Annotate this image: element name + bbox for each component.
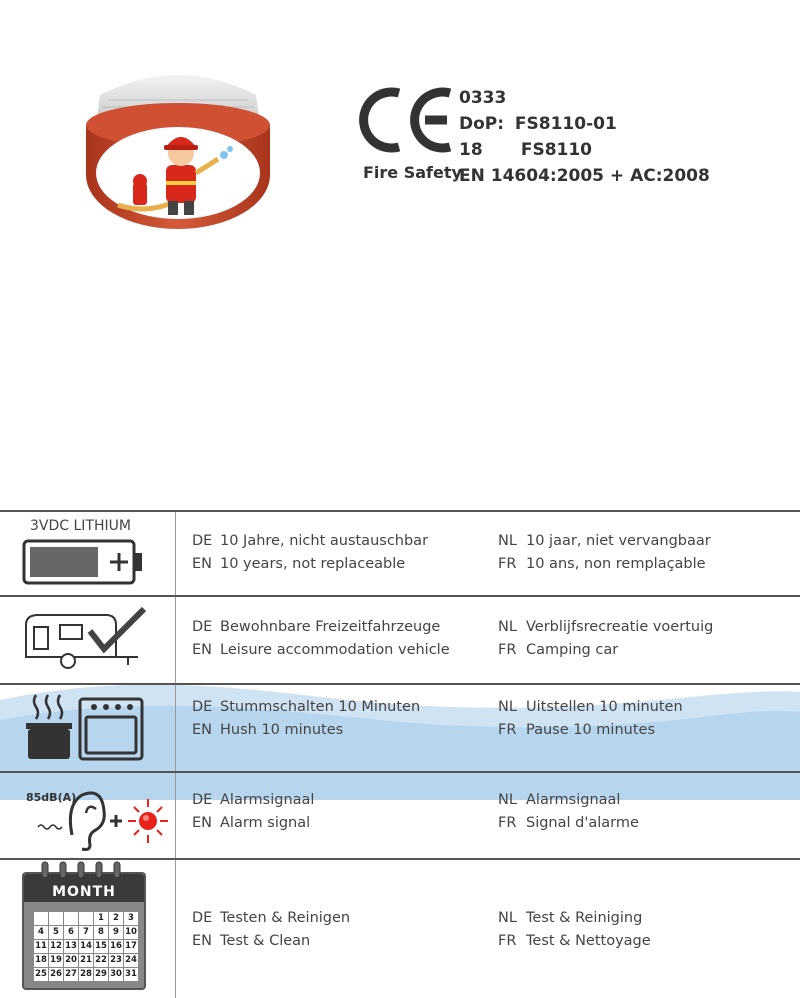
calendar-day: 15 [95,941,107,951]
text-de: DE Stummschalten 10 Minuten [192,699,421,715]
header [0,0,800,255]
calendar-icon [22,872,146,990]
table-row-alarm [0,771,800,858]
icon-cell [0,512,176,595]
calendar-day: 6 [64,926,78,939]
calendar-grid [34,912,138,981]
text-en: EN Hush 10 minutes [192,722,344,738]
calendar-day: 13 [65,941,77,951]
text-nl: NL 10 jaar, niet vervangbaar [498,533,711,549]
battery-icon [22,539,146,585]
text-fr: FR 10 ans, non remplaçable [498,556,706,572]
ce-year: 18 [459,140,483,160]
calendar-day: 30 [110,969,122,979]
calendar-blank-cell [34,912,48,925]
text-en: EN Test & Clean [192,933,311,949]
calendar-rings-icon [38,862,134,880]
calendar-day: 11 [35,941,47,951]
text-nl: NL Uitstellen 10 minuten [498,699,683,715]
text-de: DE Bewohnbare Freizeitfahrzeuge [192,619,441,635]
ce-standard: EN 14604:2005 + AC:2008 [459,166,710,186]
ce-dop-label: DoP: [459,114,505,134]
calendar-day: 21 [80,955,92,965]
calendar-day: 1 [94,912,108,925]
calendar-day: 18 [35,955,47,965]
text-fr: FR Test & Nettoyage [498,933,651,949]
text-fr: FR Camping car [498,642,619,658]
sound-level-label: 85dB(A) [26,791,77,804]
caravan-check-icon [20,607,150,673]
calendar-day: 17 [125,941,137,951]
text-nl: NL Verblijfsrecreatie voertuig [498,619,714,635]
calendar-day: 14 [80,941,92,951]
icon-cell [0,685,176,771]
calendar-day: 31 [125,969,137,979]
calendar-day: 12 [50,941,62,951]
icon-cell [0,860,176,998]
spec-table [0,510,800,998]
table-row-battery [0,510,800,595]
ce-label: Fire Safety [363,163,462,182]
text-fr: FR Pause 10 minutes [498,722,656,738]
calendar-day: 16 [110,941,122,951]
calendar-day: 3 [124,912,138,925]
calendar-day: 8 [94,926,108,939]
table-row-vehicle [0,595,800,683]
ce-certification [355,85,775,195]
ce-mark-logo [355,85,455,155]
calendar-day: 27 [65,969,77,979]
table-row-hush [0,683,800,771]
text-de: DE Testen & Reinigen [192,910,351,926]
calendar-day: 4 [34,926,48,939]
icon-cell [0,773,176,858]
cooking-stove-icon [22,691,148,763]
text-en: EN 10 years, not replaceable [192,556,406,572]
text-de: DE 10 Jahre, nicht austauschbar [192,533,429,549]
text-nl: NL Test & Reiniging [498,910,643,926]
calendar-day: 7 [79,926,93,939]
calendar-day: 24 [125,955,137,965]
calendar-day: 19 [50,955,62,965]
text-en: EN Leisure accommodation vehicle [192,642,450,658]
text-en: EN Alarm signal [192,815,311,831]
table-row-test [0,858,800,998]
calendar-blank-cell [49,912,63,925]
ce-notified-body: 0333 [459,88,507,108]
calendar-day: 9 [109,926,123,939]
smoke-detector-image [78,55,278,235]
text-fr: FR Signal d'alarme [498,815,639,831]
text-de: DE Alarmsignaal [192,792,315,808]
calendar-day: 23 [110,955,122,965]
calendar-day: 22 [95,955,107,965]
calendar-day: 2 [109,912,123,925]
ce-dop-value: FS8110-01 [514,114,617,134]
ce-details [459,85,710,189]
calendar-blank-cell [64,912,78,925]
calendar-month-label: MONTH [52,884,116,900]
calendar-day: 26 [50,969,62,979]
icon-cell [0,597,176,683]
calendar-day: 25 [35,969,47,979]
ce-model: FS8110 [520,140,593,160]
calendar-day: 20 [65,955,77,965]
calendar-day: 29 [95,969,107,979]
calendar-day: 10 [125,927,137,937]
calendar-day: 28 [80,969,92,979]
calendar-day: 5 [49,926,63,939]
text-nl: NL Alarmsignaal [498,792,621,808]
calendar-blank-cell [79,912,93,925]
battery-label: 3VDC LITHIUM [30,518,131,534]
ear-alarm-light-icon [36,785,172,851]
